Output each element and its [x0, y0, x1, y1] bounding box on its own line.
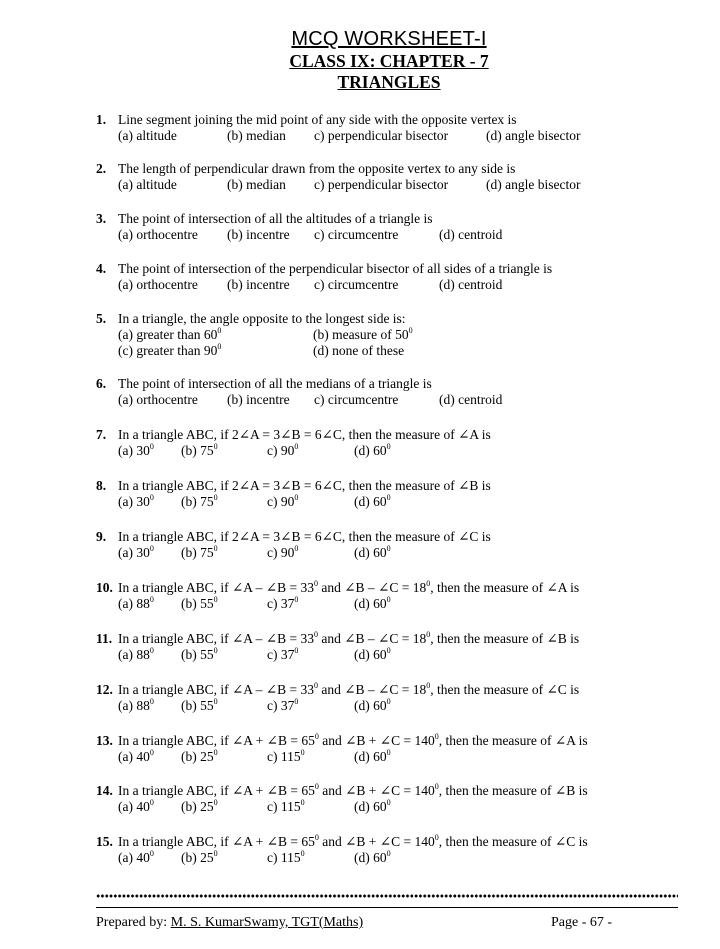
answer-option: c) $37^0$ [267, 646, 299, 662]
answer-option: (b) $25^0$ [181, 849, 218, 865]
answer-option: (d) $60^0$ [354, 798, 391, 814]
answer-option: (b) $75^0$ [181, 442, 218, 458]
answer-option: (d) centroid [439, 227, 503, 242]
question-number: 14. [96, 783, 113, 798]
answer-option: (a) $88^0$ [118, 697, 154, 713]
author-name: M. S. KumarSwamy, TGT(Maths) [170, 915, 364, 930]
question-number: 4. [96, 261, 107, 276]
question-number: 7. [96, 427, 107, 442]
prepared-by-label: Prepared by: [96, 915, 168, 930]
answer-option: (c) greater than $90^0$ [118, 342, 222, 358]
answer-option: (d) $60^0$ [354, 442, 391, 458]
answer-option: (b) $55^0$ [181, 595, 218, 611]
answer-option: (d) centroid [439, 277, 503, 292]
question-item [96, 580, 696, 612]
question-item [96, 834, 696, 866]
answer-option: (b) incentre [227, 227, 290, 242]
topic-heading: TRIANGLES [337, 72, 441, 92]
question-line [96, 311, 696, 327]
answer-option: (b) $25^0$ [181, 798, 218, 814]
question-item [96, 427, 696, 459]
answer-option: c) circumcentre [314, 392, 399, 407]
answer-option: (d) angle bisector [486, 177, 581, 192]
question-text: In a triangle, the angle opposite to the longest side is: [118, 311, 406, 326]
answer-option: c) $90^0$ [267, 544, 299, 560]
answer-option: (a) altitude [118, 128, 177, 143]
question-item [96, 311, 696, 359]
question-line [96, 834, 696, 850]
answer-option: (d) $60^0$ [354, 849, 391, 865]
answer-option: (d) $60^0$ [354, 748, 391, 764]
question-line [96, 783, 696, 799]
question-number: 2. [96, 161, 107, 176]
question-number: 12. [96, 682, 113, 697]
question-number: 3. [96, 211, 107, 226]
question-number: 5. [96, 311, 107, 326]
worksheet-title: MCQ WORKSHEET-I [291, 28, 487, 50]
question-item [96, 682, 696, 714]
question-text: Line segment joining the mid point of any side with the opposite vertex is [118, 112, 517, 127]
answer-option: (a) $88^0$ [118, 595, 154, 611]
option-row [118, 850, 696, 866]
question-line [96, 112, 696, 128]
question-item [96, 161, 696, 193]
question-number: 6. [96, 376, 107, 391]
question-line [96, 631, 696, 647]
answer-option: (a) orthocentre [118, 392, 198, 407]
answer-option: (b) median [227, 128, 286, 143]
question-line [96, 682, 696, 698]
question-text: In a triangle ABC, if 2∠A = 3∠B = 6∠C, then the measure of ∠A is [118, 427, 491, 442]
answer-option: c) circumcentre [314, 227, 399, 242]
question-line [96, 478, 696, 494]
answer-option: (a) $40^0$ [118, 849, 154, 865]
answer-option: (b) incentre [227, 392, 290, 407]
question-text: In a triangle ABC, if ∠A + ∠B = $65^0$ and ∠B + ∠C = $140^0$, then the measure of ∠A is [118, 732, 588, 748]
answer-option: (d) $60^0$ [354, 595, 391, 611]
answer-option: c) $115^0$ [267, 748, 305, 764]
answer-option: c) circumcentre [314, 277, 399, 292]
answer-option: (d) $60^0$ [354, 646, 391, 662]
question-number: 13. [96, 733, 113, 748]
answer-option: (a) $88^0$ [118, 646, 154, 662]
option-row [118, 698, 696, 714]
answer-option: (a) $30^0$ [118, 442, 154, 458]
answer-option: (d) $60^0$ [354, 544, 391, 560]
option-row [118, 327, 696, 343]
question-text: The point of intersection of all the medians of a triangle is [118, 376, 432, 391]
option-row [118, 128, 696, 144]
question-text: The point of intersection of all the altitudes of a triangle is [118, 211, 433, 226]
question-number: 11. [96, 631, 113, 646]
question-line [96, 529, 696, 545]
answer-option: c) $37^0$ [267, 697, 299, 713]
page-number: Page - 67 - [551, 915, 613, 930]
option-row [118, 392, 696, 408]
question-item [96, 733, 696, 765]
option-row [118, 443, 696, 459]
footer-rule [96, 907, 678, 908]
question-line [96, 580, 696, 596]
answer-option: (a) $30^0$ [118, 544, 154, 560]
option-row [118, 227, 696, 243]
question-text: The point of intersection of the perpendicular bisector of all sides of a triangle is [118, 261, 553, 276]
answer-option: (a) $30^0$ [118, 493, 154, 509]
answer-option: (b) $75^0$ [181, 544, 218, 560]
answer-option: (d) angle bisector [486, 128, 581, 143]
answer-option: (a) orthocentre [118, 277, 198, 292]
answer-option: (b) $25^0$ [181, 748, 218, 764]
question-line [96, 376, 696, 392]
question-text: In a triangle ABC, if ∠A + ∠B = $65^0$ and ∠B + ∠C = $140^0$, then the measure of ∠C is [118, 833, 588, 849]
answer-option: (b) $55^0$ [181, 646, 218, 662]
dotted-divider [96, 894, 678, 898]
answer-option: (d) $60^0$ [354, 493, 391, 509]
answer-option: (b) measure of $50^0$ [313, 326, 413, 342]
option-row [118, 277, 696, 293]
answer-option: (b) $55^0$ [181, 697, 218, 713]
class-chapter-heading: CLASS IX: CHAPTER - 7 [289, 51, 489, 71]
question-text: In a triangle ABC, if 2∠A = 3∠B = 6∠C, then the measure of ∠C is [118, 529, 491, 544]
question-number: 9. [96, 529, 107, 544]
question-text: In a triangle ABC, if ∠A – ∠B = $33^0$ and ∠B – ∠C = $18^0$, then the measure of ∠C is [118, 681, 580, 697]
question-item [96, 211, 696, 243]
question-item [96, 376, 696, 408]
question-line [96, 211, 696, 227]
question-item [96, 631, 696, 663]
question-line [96, 161, 696, 177]
question-text: In a triangle ABC, if ∠A + ∠B = $65^0$ and ∠B + ∠C = $140^0$, then the measure of ∠B is [118, 782, 588, 798]
answer-option: (b) $75^0$ [181, 493, 218, 509]
question-text: In a triangle ABC, if 2∠A = 3∠B = 6∠C, then the measure of ∠B is [118, 478, 491, 493]
option-row [118, 494, 696, 510]
question-number: 15. [96, 834, 113, 849]
answer-option: (d) $60^0$ [354, 697, 391, 713]
option-row [118, 799, 696, 815]
question-text: The length of perpendicular drawn from the opposite vertex to any side is [118, 161, 516, 176]
answer-option: (b) incentre [227, 277, 290, 292]
answer-option: c) $115^0$ [267, 849, 305, 865]
option-row [118, 343, 696, 359]
answer-option: (a) $40^0$ [118, 798, 154, 814]
answer-option: (d) none of these [313, 343, 405, 358]
question-text: In a triangle ABC, if ∠A – ∠B = $33^0$ and ∠B – ∠C = $18^0$, then the measure of ∠B is [118, 630, 580, 646]
question-number: 10. [96, 580, 113, 595]
answer-option: (a) greater than $60^0$ [118, 326, 222, 342]
answer-option: c) perpendicular bisector [314, 177, 449, 192]
question-item [96, 529, 696, 561]
answer-option: c) $115^0$ [267, 798, 305, 814]
option-row [118, 177, 696, 193]
question-text: In a triangle ABC, if ∠A – ∠B = $33^0$ and ∠B – ∠C = $18^0$, then the measure of ∠A is [118, 579, 580, 595]
question-line [96, 261, 696, 277]
option-row [118, 749, 696, 765]
option-row [118, 596, 696, 612]
answer-option: c) $90^0$ [267, 493, 299, 509]
answer-option: (d) centroid [439, 392, 503, 407]
option-row [118, 545, 696, 561]
question-number: 1. [96, 112, 107, 127]
answer-option: (b) median [227, 177, 286, 192]
answer-option: c) perpendicular bisector [314, 128, 449, 143]
question-item [96, 478, 696, 510]
question-number: 8. [96, 478, 107, 493]
question-line [96, 733, 696, 749]
answer-option: c) $37^0$ [267, 595, 299, 611]
question-line [96, 427, 696, 443]
question-item [96, 112, 696, 144]
option-row [118, 647, 696, 663]
question-item [96, 261, 696, 293]
answer-option: (a) orthocentre [118, 227, 198, 242]
answer-option: (a) altitude [118, 177, 177, 192]
footer-credit [96, 915, 363, 931]
question-item [96, 783, 696, 815]
answer-option: c) $90^0$ [267, 442, 299, 458]
answer-option: (a) $40^0$ [118, 748, 154, 764]
